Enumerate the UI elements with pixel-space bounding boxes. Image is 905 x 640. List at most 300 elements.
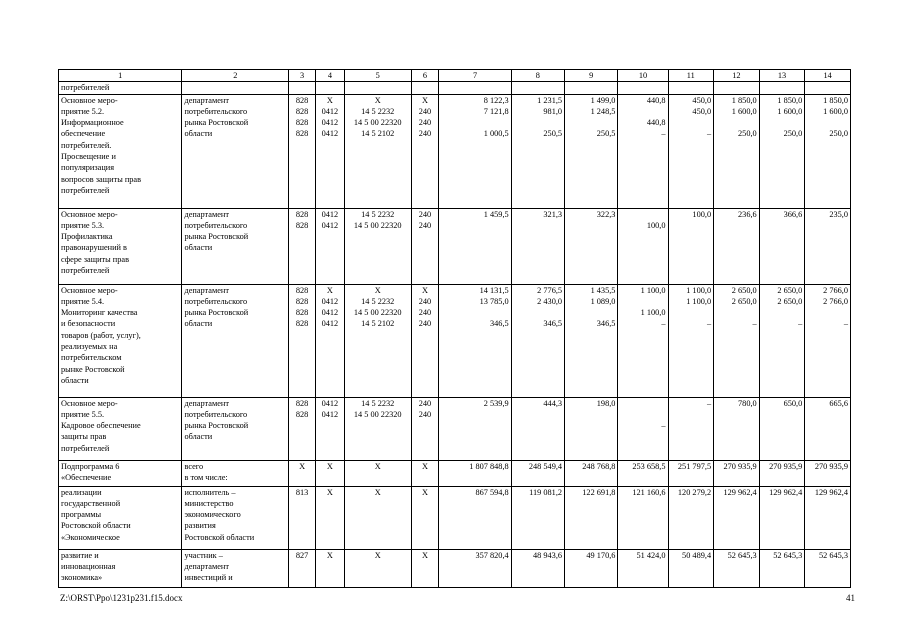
cell-vr	[411, 486, 439, 549]
cell-line: –	[798, 319, 803, 329]
cell-y2014	[511, 94, 564, 208]
cell-line: 0412	[321, 220, 339, 230]
cell-line	[620, 209, 665, 220]
cell-line: 1 089,0	[590, 296, 616, 306]
cell-line: 1 100,0	[640, 308, 666, 318]
cell-line	[671, 117, 712, 128]
cell-y2015	[565, 549, 618, 587]
cell-line: приятие 5.4.	[61, 296, 105, 306]
cell-line	[807, 82, 848, 93]
cell-line: 0412	[321, 319, 339, 329]
cell-line: 1 100,0	[686, 296, 712, 306]
cell-y2020	[805, 460, 851, 486]
cell-line: 240	[418, 296, 432, 306]
cell-line: X	[374, 95, 381, 105]
table-row	[59, 549, 851, 587]
cell-line	[184, 82, 286, 93]
cell-line: 120 279,2	[677, 487, 712, 497]
cell-line: 650,0	[783, 398, 803, 408]
cell-line	[620, 296, 665, 307]
cell-executor	[182, 82, 289, 94]
cell-line: рынка Ростовской	[184, 421, 249, 431]
cell-y2017	[668, 208, 714, 284]
cell-line: X	[421, 550, 428, 560]
cell-y2016	[618, 460, 668, 486]
cell-vr	[411, 549, 439, 587]
cell-line: 2 650,0	[731, 285, 757, 295]
cell-y2015	[565, 397, 618, 460]
cell-line: 14 5 00 22320	[353, 220, 402, 230]
cell-line: 1 850,0	[731, 95, 757, 105]
cell-line: 1 459,5	[483, 209, 509, 219]
cell-line: 129 962,4	[769, 487, 803, 497]
cell-line: потребителей.	[61, 140, 112, 150]
cell-line: 122 691,8	[582, 487, 616, 497]
cell-line: 240	[418, 209, 432, 219]
cell-line: 14 5 2232	[361, 296, 395, 306]
cell-line: 440,8	[646, 118, 666, 128]
cell-line: 2 650,0	[777, 296, 803, 306]
cell-total	[439, 94, 511, 208]
cell-line: товаров (работ, услуг),	[61, 330, 141, 340]
cell-line: 100,0	[692, 209, 712, 219]
cell-line: 440,8	[646, 95, 666, 105]
cell-line: популяризация	[61, 163, 115, 173]
cell-y2016	[618, 94, 668, 208]
cell-line: развитие и	[61, 550, 99, 560]
cell-y2020	[805, 208, 851, 284]
cell-rzpr	[315, 82, 344, 94]
cell-line: 250,5	[596, 129, 616, 139]
cell-y2020	[805, 549, 851, 587]
cell-executor	[182, 486, 289, 549]
cell-line: 235,0	[829, 209, 848, 219]
cell-line: программы	[61, 510, 102, 520]
cell-line: 346,5	[490, 319, 509, 329]
cell-line: X	[299, 461, 306, 471]
cell-line: 0412	[321, 129, 339, 139]
cell-line: Основное меро-	[61, 209, 118, 219]
cell-line: –	[661, 129, 666, 139]
cell-executor	[182, 549, 289, 587]
header-cell: 5	[344, 70, 411, 82]
header-cell: 1	[59, 70, 182, 82]
cell-line: 14 131,5	[479, 285, 509, 295]
cell-line: 51 424,0	[636, 550, 666, 560]
cell-line	[716, 82, 757, 93]
cell-y2016	[618, 284, 668, 397]
cell-y2017	[668, 397, 714, 460]
cell-line: 1 100,0	[640, 285, 666, 295]
cell-total	[439, 397, 511, 460]
cell-line: X	[421, 95, 428, 105]
cell-y2018	[714, 208, 760, 284]
cell-rzpr	[315, 94, 344, 208]
cell-line: Основное меро-	[61, 285, 118, 295]
cell-y2017	[668, 82, 714, 94]
cell-line	[567, 117, 615, 128]
cell-y2018	[714, 94, 760, 208]
cell-line	[716, 117, 757, 128]
cell-vr	[411, 208, 439, 284]
cell-line: Ростовской области	[61, 521, 131, 531]
cell-y2014	[511, 208, 564, 284]
cell-line	[671, 307, 712, 318]
cell-line	[762, 307, 803, 318]
cell-line: 1 499,0	[590, 95, 616, 105]
header-cell: 13	[759, 70, 805, 82]
cell-line: потребителей	[61, 185, 110, 195]
cell-line: 7 121,8	[483, 106, 509, 116]
cell-y2018	[714, 460, 760, 486]
cell-y2020	[805, 397, 851, 460]
cell-line	[441, 82, 508, 93]
cell-line: 1 435,5	[590, 285, 616, 295]
cell-line	[762, 117, 803, 128]
cell-y2020	[805, 284, 851, 397]
cell-line: и безопасности	[61, 319, 116, 329]
cell-line: Информационное	[61, 118, 124, 128]
cell-line: потребительского	[184, 220, 248, 230]
cell-line: 780,0	[738, 398, 757, 408]
cell-line: «Обеспечение	[61, 472, 112, 482]
cell-line: инвестиций и	[184, 573, 233, 583]
cell-line: экономического	[184, 510, 241, 520]
cell-vr	[411, 284, 439, 397]
cell-vr	[411, 397, 439, 460]
cell-line: 52 645,3	[773, 550, 803, 560]
cell-line: 48 943,6	[533, 550, 563, 560]
cell-line: области	[184, 432, 213, 442]
cell-line: рынка Ростовской	[184, 232, 249, 242]
cell-line	[514, 307, 562, 318]
cell-name	[59, 284, 182, 397]
cell-csr	[344, 208, 411, 284]
cell-line	[514, 117, 562, 128]
cell-line: 14 5 2232	[361, 209, 395, 219]
cell-line: департамент	[184, 398, 229, 408]
cell-line: 828	[295, 95, 309, 105]
cell-line: 253 658,5	[632, 461, 666, 471]
cell-line: 14 5 2102	[361, 319, 395, 329]
cell-line: X	[374, 285, 381, 295]
cell-line: 248 549,4	[528, 461, 563, 471]
cell-line: 250,0	[738, 129, 757, 139]
cell-name	[59, 397, 182, 460]
cell-line: в том числе:	[184, 472, 228, 482]
cell-line: 1 248,5	[590, 106, 616, 116]
cell-line: 2 650,0	[777, 285, 803, 295]
cell-line: 251 797,5	[677, 461, 712, 471]
cell-line: 828	[295, 296, 309, 306]
cell-line: реализуемых на	[61, 342, 118, 352]
cell-y2018	[714, 284, 760, 397]
cell-y2014	[511, 549, 564, 587]
cell-y2019	[759, 397, 805, 460]
cell-line	[347, 82, 409, 93]
cell-line: X	[374, 487, 381, 497]
cell-line	[414, 82, 437, 93]
cell-rzpr	[315, 208, 344, 284]
cell-line: 2 766,0	[823, 296, 848, 306]
cell-y2019	[759, 82, 805, 94]
cell-y2016	[618, 397, 668, 460]
header-row	[59, 70, 851, 82]
cell-line: 14 5 2232	[361, 398, 395, 408]
cell-y2018	[714, 397, 760, 460]
cell-line: исполнитель –	[184, 487, 236, 497]
cell-line: области	[61, 375, 89, 385]
cell-line: 366,6	[783, 209, 803, 219]
cell-line	[620, 409, 665, 420]
cell-y2017	[668, 284, 714, 397]
cell-y2015	[565, 460, 618, 486]
cell-line: 2 430,0	[537, 296, 563, 306]
cell-csr	[344, 460, 411, 486]
cell-line: 0412	[321, 308, 339, 318]
table-row	[59, 82, 851, 94]
cell-csr	[344, 94, 411, 208]
header-cell: 8	[511, 70, 564, 82]
cell-line: 1 600,0	[731, 106, 757, 116]
cell-total	[439, 284, 511, 397]
cell-name	[59, 460, 182, 486]
cell-y2016	[618, 486, 668, 549]
cell-line: области	[184, 319, 213, 329]
cell-executor	[182, 460, 289, 486]
cell-rzpr	[315, 549, 344, 587]
cell-line: 14 5 00 22320	[353, 118, 402, 128]
cell-line: 250,0	[829, 129, 848, 139]
cell-grbs	[289, 82, 316, 94]
cell-y2017	[668, 94, 714, 208]
cell-line: 828	[295, 285, 309, 295]
page-number: 41	[846, 593, 855, 603]
cell-line: потребительском	[61, 353, 122, 363]
cell-line	[716, 307, 757, 318]
cell-line: 100,0	[646, 220, 666, 230]
cell-line: 198,0	[596, 398, 616, 408]
cell-line: 240	[418, 118, 432, 128]
cell-y2019	[759, 208, 805, 284]
cell-line: 14 5 00 22320	[353, 409, 402, 419]
cell-line: 828	[295, 106, 309, 116]
cell-line: департамент	[184, 285, 229, 295]
cell-y2019	[759, 94, 805, 208]
cell-line: 0412	[321, 106, 339, 116]
header-cell: 2	[182, 70, 289, 82]
cell-total	[439, 549, 511, 587]
cell-line	[671, 82, 712, 93]
cell-csr	[344, 397, 411, 460]
table-row	[59, 460, 851, 486]
cell-line: всего	[184, 461, 204, 471]
cell-rzpr	[315, 486, 344, 549]
cell-y2020	[805, 94, 851, 208]
cell-y2018	[714, 82, 760, 94]
cell-line: 1 850,0	[823, 95, 848, 105]
cell-line: 827	[295, 550, 309, 560]
cell-line: 322,3	[596, 209, 616, 219]
cell-line: 236,6	[738, 209, 757, 219]
cell-line: «Экономическое	[61, 532, 120, 542]
cell-line: X	[326, 461, 333, 471]
cell-line: департамент	[184, 95, 229, 105]
cell-line: 981,0	[543, 106, 563, 116]
cell-y2017	[668, 486, 714, 549]
cell-total	[439, 82, 511, 94]
cell-line: –	[661, 319, 666, 329]
table-row	[59, 486, 851, 549]
cell-line: 248 768,8	[582, 461, 616, 471]
cell-line: правонарушений в	[61, 243, 127, 253]
cell-line: 129 962,4	[814, 487, 848, 497]
cell-line: 450,0	[692, 106, 712, 116]
table-row	[59, 397, 851, 460]
cell-line: 0412	[321, 209, 339, 219]
cell-line: 665,6	[829, 398, 848, 408]
cell-line: 1 850,0	[777, 95, 803, 105]
cell-line: 346,5	[543, 319, 563, 329]
cell-line	[620, 82, 665, 93]
cell-csr	[344, 284, 411, 397]
cell-executor	[182, 284, 289, 397]
cell-line: рынка Ростовской	[184, 118, 249, 128]
cell-line: потребительского	[184, 296, 248, 306]
cell-line: 444,3	[543, 398, 563, 408]
cell-name	[59, 82, 182, 94]
cell-line	[318, 82, 342, 93]
cell-line	[291, 82, 313, 93]
cell-line: потребительского	[184, 409, 248, 419]
cell-line: 250,5	[543, 129, 563, 139]
cell-y2016	[618, 549, 668, 587]
cell-line: 321,3	[543, 209, 563, 219]
cell-y2015	[565, 486, 618, 549]
cell-grbs	[289, 284, 316, 397]
header-cell: 3	[289, 70, 316, 82]
cell-name	[59, 486, 182, 549]
cell-y2015	[565, 284, 618, 397]
header-cell: 14	[805, 70, 851, 82]
cell-line: департамент	[184, 209, 229, 219]
header-cell: 10	[618, 70, 668, 82]
cell-line: 813	[295, 487, 309, 497]
cell-line: X	[326, 550, 333, 560]
cell-line	[441, 307, 508, 318]
cell-line: государственной	[61, 498, 121, 508]
cell-line: 240	[418, 308, 432, 318]
cell-line: рынка Ростовской	[184, 308, 249, 318]
cell-line: 0412	[321, 118, 339, 128]
cell-grbs	[289, 94, 316, 208]
cell-line: Профилактика	[61, 232, 113, 242]
header-cell: 4	[315, 70, 344, 82]
cell-line: 8 122,3	[483, 95, 509, 105]
cell-line: 867 594,8	[475, 487, 509, 497]
cell-line: 0412	[321, 296, 339, 306]
cell-y2017	[668, 460, 714, 486]
cell-executor	[182, 208, 289, 284]
cell-line	[567, 307, 615, 318]
cell-line: 828	[295, 129, 309, 139]
cell-line: X	[421, 285, 428, 295]
cell-line: 1 000,5	[483, 129, 509, 139]
cell-line: 828	[295, 409, 309, 419]
cell-line: 14 5 2102	[361, 129, 395, 139]
cell-line: X	[374, 461, 381, 471]
cell-line: 2 766,0	[823, 285, 848, 295]
cell-line: 1 600,0	[823, 106, 848, 116]
header-cell: 6	[411, 70, 439, 82]
cell-y2015	[565, 208, 618, 284]
cell-y2016	[618, 82, 668, 94]
cell-line: департамент	[184, 561, 229, 571]
cell-line: 240	[418, 319, 432, 329]
cell-line: 14 5 00 22320	[353, 308, 402, 318]
cell-line: приятие 5.5.	[61, 409, 105, 419]
cell-line: 240	[418, 398, 432, 408]
cell-line: сфере защиты прав	[61, 254, 129, 264]
cell-line: 828	[295, 319, 309, 329]
cell-line: 52 645,3	[818, 550, 848, 560]
cell-line	[762, 82, 803, 93]
cell-y2019	[759, 460, 805, 486]
cell-csr	[344, 549, 411, 587]
cell-line: Основное меро-	[61, 95, 118, 105]
cell-line: 50 489,4	[682, 550, 712, 560]
cell-line: 2 539,9	[483, 398, 509, 408]
cell-line: защиты прав	[61, 432, 107, 442]
cell-y2014	[511, 82, 564, 94]
cell-csr	[344, 82, 411, 94]
cell-line: 1 100,0	[686, 285, 712, 295]
cell-line: 240	[418, 409, 432, 419]
cell-line: области	[184, 129, 213, 139]
cell-line: 240	[418, 220, 432, 230]
cell-executor	[182, 94, 289, 208]
cell-y2016	[618, 208, 668, 284]
data-table	[58, 69, 851, 588]
cell-line: 450,0	[692, 95, 712, 105]
cell-line: 129 962,4	[723, 487, 757, 497]
cell-rzpr	[315, 460, 344, 486]
cell-line: 121 160,6	[632, 487, 666, 497]
cell-line: 828	[295, 398, 309, 408]
cell-grbs	[289, 460, 316, 486]
cell-line: Подпрограмма 6	[61, 461, 120, 471]
cell-line	[620, 106, 665, 117]
cell-line	[514, 82, 562, 93]
cell-y2014	[511, 460, 564, 486]
cell-line	[807, 117, 848, 128]
cell-line: 250,0	[783, 129, 803, 139]
header-cell: 7	[439, 70, 511, 82]
cell-line: Кадровое обеспечение	[61, 421, 141, 431]
cell-name	[59, 94, 182, 208]
cell-line	[567, 82, 615, 93]
cell-line: 828	[295, 308, 309, 318]
cell-line: развития	[184, 521, 216, 531]
cell-y2014	[511, 397, 564, 460]
cell-line: 0412	[321, 398, 339, 408]
cell-rzpr	[315, 397, 344, 460]
cell-line: X	[326, 487, 333, 497]
cell-line: –	[843, 319, 848, 329]
header-cell: 9	[565, 70, 618, 82]
cell-line: инновационная	[61, 561, 116, 571]
cell-line: области	[184, 243, 213, 253]
